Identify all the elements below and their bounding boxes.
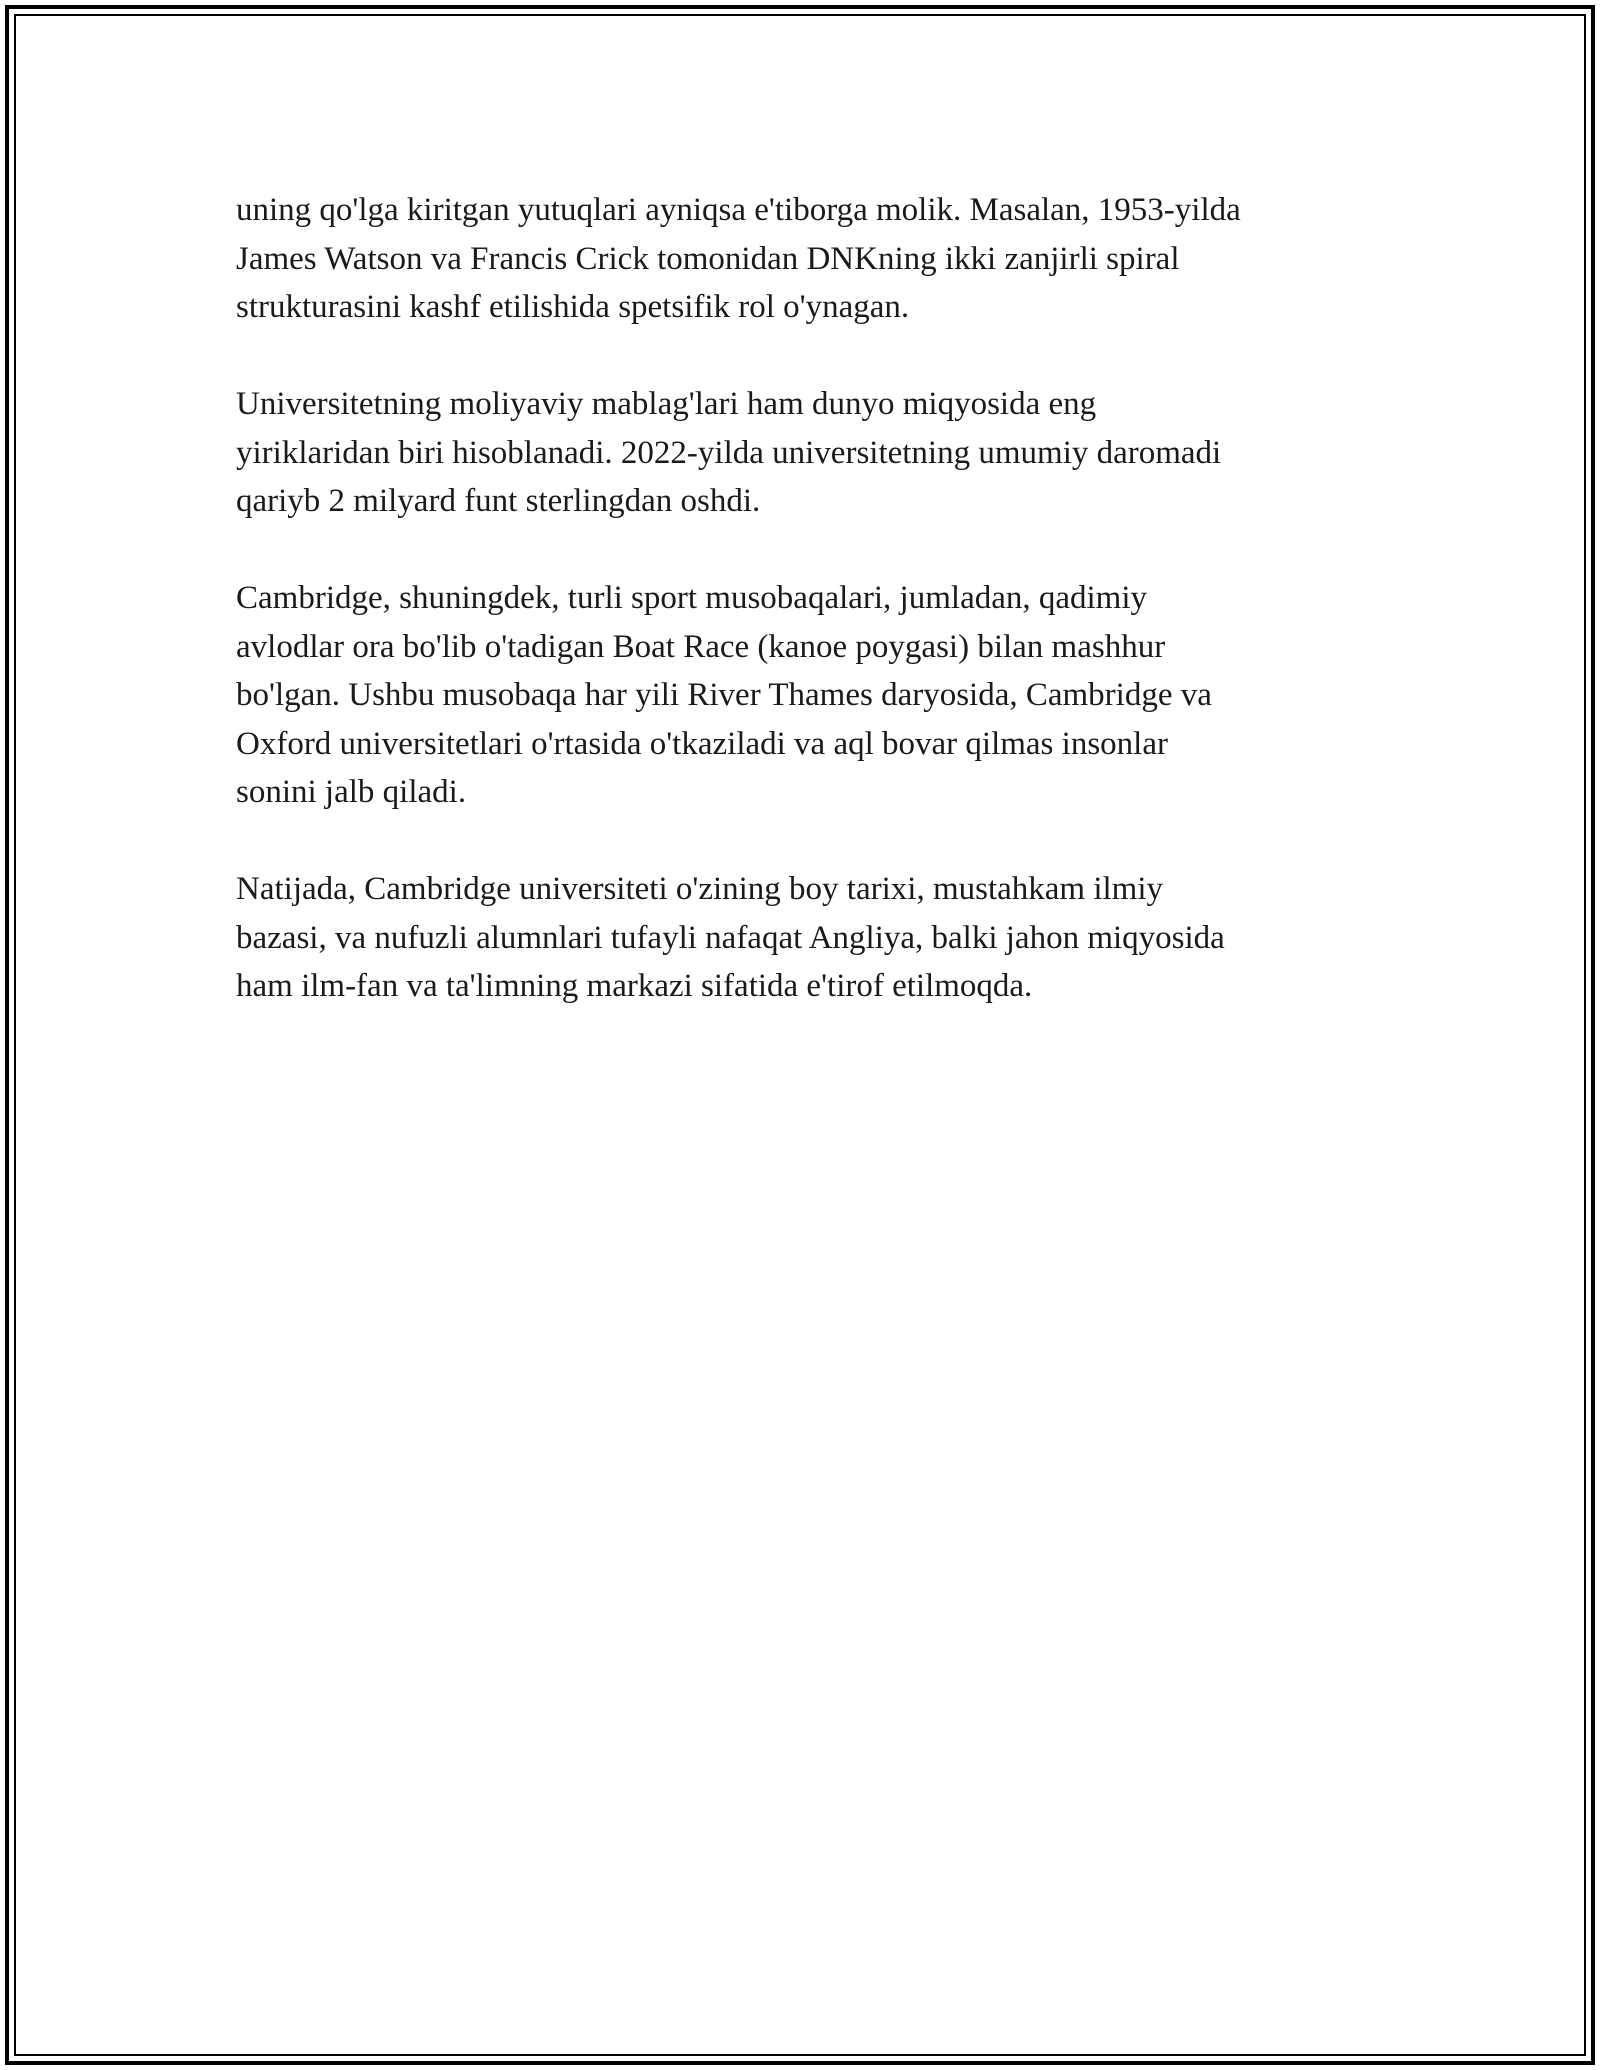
text-line: Universitetning moliyaviy mablag'lari ham dunyo miqyosida eng	[236, 386, 1097, 422]
text-line: qariyb 2 milyard funt sterlingdan oshdi.	[236, 483, 761, 519]
text-line: strukturasini kashf etilishida spetsifik rol o'ynagan.	[236, 289, 910, 325]
text-line: Oxford universitetlari o'rtasida o'tkaziladi va aql bovar qilmas insonlar	[236, 725, 1168, 762]
text-line: yiriklaridan biri hisoblanadi. 2022-yilda universitetning umumiy daromadi	[236, 434, 1222, 471]
text-line: James Watson va Francis Crick tomonidan DNKning ikki zanjirli spiral	[236, 240, 1180, 277]
text-line: sonini jalb qiladi.	[236, 774, 467, 810]
text-line: uning qo'lga kiritgan yutuqlari ayniqsa e'tiborga molik. Masalan, 1953-yilda	[236, 192, 1241, 228]
document-body	[236, 186, 1376, 1059]
text-line: bo'lgan. Ushbu musobaqa har yili River Thames daryosida, Cambridge va	[236, 677, 1212, 713]
paragraph-sports	[236, 574, 1376, 817]
text-line: Natijada, Cambridge universiteti o'zining boy tarixi, mustahkam ilmiy	[236, 871, 1164, 907]
text-line: avlodlar ora bo'lib o'tadigan Boat Race (kanoe poygasi) bilan mashhur	[236, 628, 1166, 665]
text-line: bazasi, va nufuzli alumnlari tufayli nafaqat Angliya, balki jahon miqyosida	[236, 919, 1225, 956]
paragraph-achievements	[236, 186, 1376, 332]
text-line: ham ilm-fan va ta'limning markazi sifatida e'tirof etilmoqda.	[236, 968, 1033, 1004]
paragraph-finances	[236, 380, 1376, 526]
text-line: Cambridge, shuningdek, turli sport musobaqalari, jumladan, qadimiy	[236, 580, 1148, 616]
paragraph-conclusion	[236, 865, 1376, 1011]
